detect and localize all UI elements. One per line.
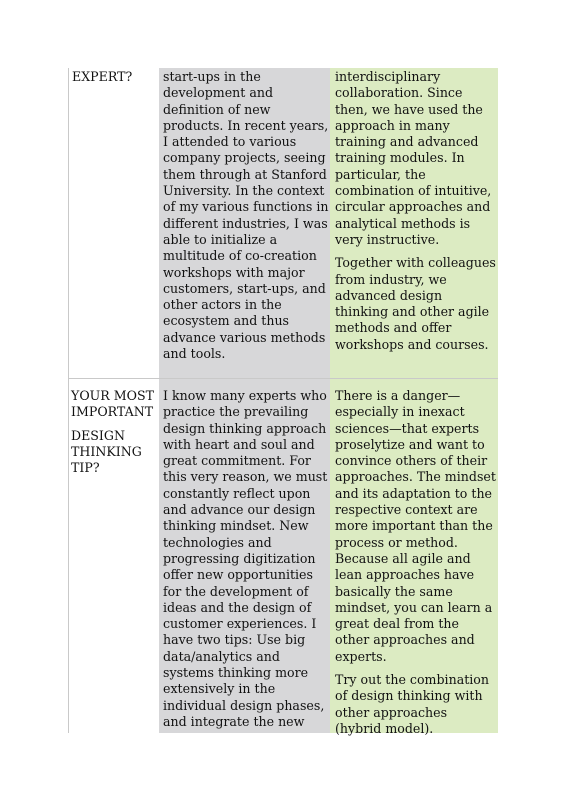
row-2-question [71,388,159,476]
row-2-left-answer [163,388,329,730]
question-line: DESIGN THINKING TIP? [71,427,142,476]
paragraph: Together with colleagues from industry, we advanced design thinking and other agile methods and offer workshops and courses. [335,255,496,352]
row-2-right-answer [335,388,497,737]
paragraph: I know many experts who practice the prevailing design thinking approach with heart and soul and great commitment. For this very reason, we must constantly reflect upon and advance our design thinking mindset. New technologies and progressing digitization offer new opportunities for the development of ideas and the design of customer experiences. I have two tips: Use big data/analytics and systems thinking more extensively in the individual design phases, and integrate the new [163,388,328,729]
paragraph: There is a danger—especially in inexact sciences—that experts proselytize and want to convince others of their approaches. The mindset and its adaptation to the respective context are more important than the process or method. Because all agile and lean approaches have basically the same mindset, you can learn a great deal from the other approaches and experts. [335,388,496,664]
question-line: YOUR MOST IMPORTANT [71,388,154,420]
table-border-left [68,68,69,733]
paragraph: Try out the combination of design thinking with other approaches (hybrid model). [335,672,489,736]
interview-table [68,68,498,736]
row-1-left-answer [163,69,329,362]
row-1-right-answer [335,69,497,353]
row-divider [68,378,498,379]
paragraph: start-ups in the development and definition of new products. In recent years, I attended to various company projects, seeing them through at Stanford University. In the context of my various functions in different industries, I was able to initialize a multitude of co-creation workshops with major customers, start-ups, and other actors in the ecosystem and thus advance various methods and tools. [163,69,329,362]
row-1-question [72,69,158,85]
question-line: EXPERT? [72,69,133,84]
paragraph: interdisciplinary collaboration. Since then, we have used the approach in many training and advanced training modules. In particular, the combination of intuitive, circular approaches and analytical methods is very instructive. [335,69,492,247]
